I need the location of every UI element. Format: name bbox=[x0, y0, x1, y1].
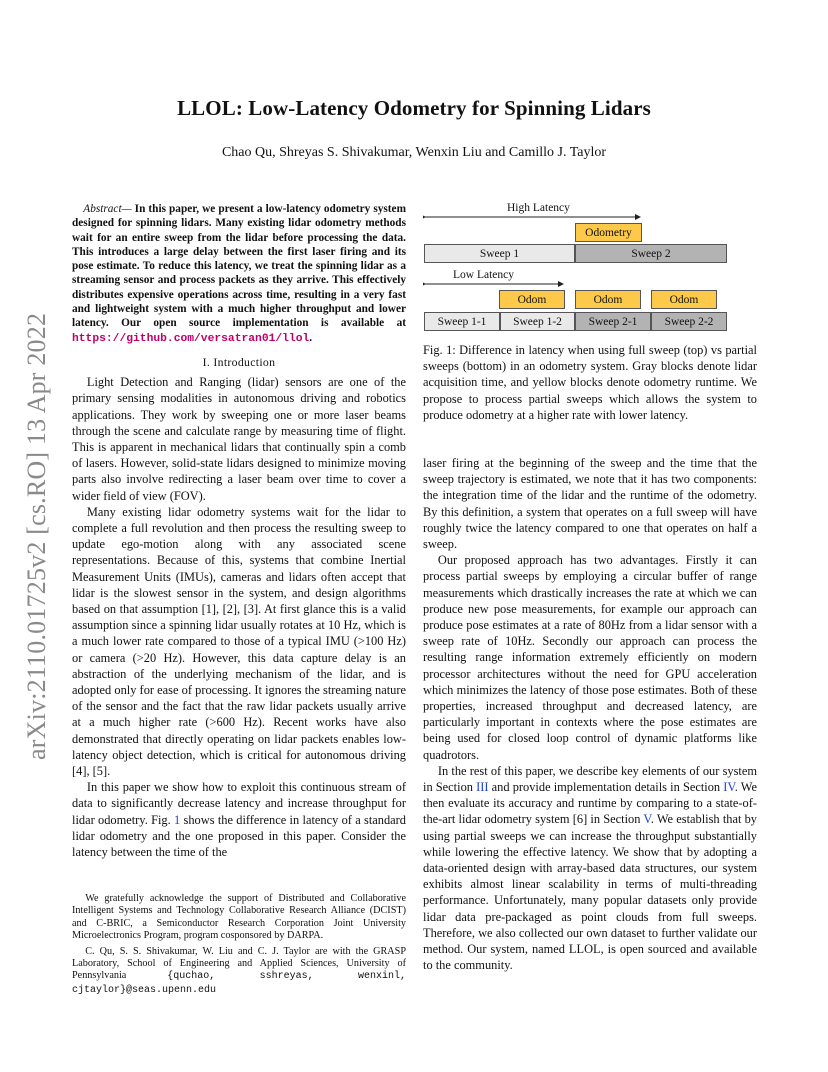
figure-1-caption: Fig. 1: Difference in latency when using full sweep (top) vs partial sweeps (bottom) in an odometry system. Gray blocks denote lidar acquisition time, and yellow blocks denote odometry runtime. We propose to process partial sweeps which allows the system to produce odometry at a higher rate with lower latency. bbox=[423, 343, 757, 422]
odom-block-2: Odom bbox=[575, 290, 641, 309]
arxiv-side-label: arXiv:2110.01725v2 [cs.RO] 13 Apr 2022 bbox=[22, 312, 51, 760]
abstract bbox=[72, 202, 406, 346]
section-ref-link[interactable]: III bbox=[476, 780, 489, 795]
right-column bbox=[423, 455, 757, 974]
paragraph bbox=[423, 763, 757, 974]
abstract-end: . bbox=[309, 331, 313, 344]
sweep1-block: Sweep 1 bbox=[424, 244, 575, 263]
sweep11-block: Sweep 1-1 bbox=[424, 312, 500, 331]
code-url-link[interactable]: https://github.com/versatran01/llol bbox=[72, 332, 310, 345]
section-heading: I. Introduction bbox=[202, 354, 276, 369]
low-latency-label: Low Latency bbox=[453, 269, 514, 281]
text-span: and provide implementation details in Section bbox=[488, 780, 724, 795]
paper-authors: Chao Qu, Shreyas S. Shivakumar, Wenxin Liu and Camillo J. Taylor bbox=[221, 145, 607, 160]
text-span: . We establish that by using partial sweeps we can increase the throughput substantially while lowering the effective latency. We show that by adopting a data-oriented design with array-based data structures, our system exhibits almost linear scalability in terms of multi-threading performance. Unfortunately, many popular datasets only provide lidar data pre-packaged as point clouds from full sweeps. Therefore, we also collected our own dataset to further validate our method. Our system, named LLOL, is open sourced and available to the community. bbox=[423, 812, 757, 973]
odom-block-3: Odom bbox=[651, 290, 717, 309]
footnote-affiliation bbox=[72, 946, 406, 998]
paragraph: laser firing at the beginning of the sweep and the time that the sweep trajectory is estimated, we note that it has two components: the integration time of the lidar and the runtime of the odometry. By this definition, a system that operates on a full sweep will have roughly twice the latency compared to one that operates on half a sweep. bbox=[423, 456, 757, 552]
sweep2-block: Sweep 2 bbox=[575, 244, 727, 263]
paragraph: Many existing lidar odometry systems wait for the lidar to complete a full revolution and then process the resulting sweep to update ego-motion along with any associated scene representations. Because of this, systems that combine Inertial Measurement Units (IMUs), cameras and lidars often accept that lidar is the slowest sensor in the system, and design algorithms based on that assumption [1], [2], [3]. At first glance this is a valid assumption since a spinning lidar usually rotates at 10 Hz, which is a much lower rate compared to those of a typical IMU (>100 Hz) or camera (>20 Hz). However, this data capture delay is an abstraction of the underlying mechanism of the lidar, and is adopted only for ease of processing. It ignores the streaming nature of the sensor and the fact that the raw lidar packets usually arrive at a much higher rate (>600 Hz). Recent works have also demonstrated that directly operating on lidar packets enables low-latency object detection, which is critical for autonomous driving [4], [5]. bbox=[72, 504, 406, 779]
footnote-acknowledgment: We gratefully acknowledge the support of Distributed and Collaborative Intelligent Systems and Technology Collaborative Research Alliance (DCIST) and C-BRIC, a Semiconductor Research Corporation Joint University Microelectronics Program, program cosponsored by DARPA. bbox=[72, 893, 406, 942]
odom-block-1: Odom bbox=[499, 290, 565, 309]
paragraph bbox=[72, 779, 406, 860]
footnotes bbox=[72, 893, 406, 1000]
section-ref-link[interactable]: IV bbox=[723, 780, 735, 795]
text-span: shows the difference in latency of a standard lidar odometry and the one proposed in this paper. Consider the latency between the time of the bbox=[72, 812, 406, 860]
text-span: . We then evaluate its accuracy and runtime by comparing to a state-of-the-art lidar odometry system [6] in Section bbox=[423, 780, 757, 827]
text-span: C. Qu, S. S. Shivakumar, W. Liu and C. J. Taylor are with the GRASP Laboratory, School of Engineering and Applied Sciences, University of Pennsylvania bbox=[72, 945, 406, 982]
paragraph: Our proposed approach has two advantages. Firstly it can process partial sweeps by employing a circular buffer of range measurements which drastically increases the rate at which we can produce new pose measurements, for example our approach can produce pose estimates at a rate of 80Hz from a lidar sensor with a sweep rate of 10Hz. Secondly our approach can process the resulting range information extremely efficiently on modern processor architectures without the need for GPU acceleration which minimizes the latency of those pose estimates. Both of these properties, increased throughput and decreased latency, are particularly important in contexts where the pose estimates are being used for closed loop control of dynamic platforms like quadrotors. bbox=[423, 553, 757, 762]
text-span: In this paper we show how to exploit this continuous stream of data to significantly decrease latency and increase throughput for lidar odometry. Fig. bbox=[72, 780, 406, 827]
high-latency-label: High Latency bbox=[507, 202, 570, 214]
sweep21-block: Sweep 2-1 bbox=[575, 312, 651, 331]
author-emails: {quchao, sshreyas, wenxinl, cjtaylor}@seas.upenn.edu bbox=[72, 971, 407, 996]
paper-title: LLOL: Low-Latency Odometry for Spinning Lidars bbox=[177, 96, 651, 120]
sweep22-block: Sweep 2-2 bbox=[651, 312, 727, 331]
figure-1 bbox=[423, 200, 757, 340]
abstract-text: In this paper, we present a low-latency odometry system designed for spinning lidars. Many existing lidar odometry methods wait for an entire sweep from the lidar before processing the data. This introduces a large delay between the first laser firing and its pose estimate. To reduce this latency, we treat the spinning lidar as a streaming sensor and process packets as they arrive. This effectively distributes expensive operations across time, resulting in a very fast and lightweight system with a much higher throughput and lower latency. Our open source implementation is available at bbox=[72, 203, 406, 330]
sweep12-block: Sweep 1-2 bbox=[500, 312, 575, 331]
paragraph: Light Detection and Ranging (lidar) sensors are one of the primary sensing modalities in autonomous driving and robotics applications. They work by sweeping one or more laser beams through the scene and calculate range by measuring time of flight. This is apparent in mechanical lidars that continually spin a comb of lasers. However, solid-state lidars designed to minimize moving parts also involve redirecting a laser beam over time to cover a wider field of view (FOV). bbox=[72, 375, 406, 503]
section-ref-link[interactable]: V bbox=[643, 812, 651, 827]
left-column bbox=[72, 202, 406, 860]
figure-ref-link[interactable]: 1 bbox=[174, 812, 181, 827]
text-span: In the rest of this paper, we describe key elements of our system in Section bbox=[423, 763, 757, 795]
odometry-block: Odometry bbox=[575, 223, 642, 242]
abstract-lead: Abstract— bbox=[83, 203, 132, 215]
